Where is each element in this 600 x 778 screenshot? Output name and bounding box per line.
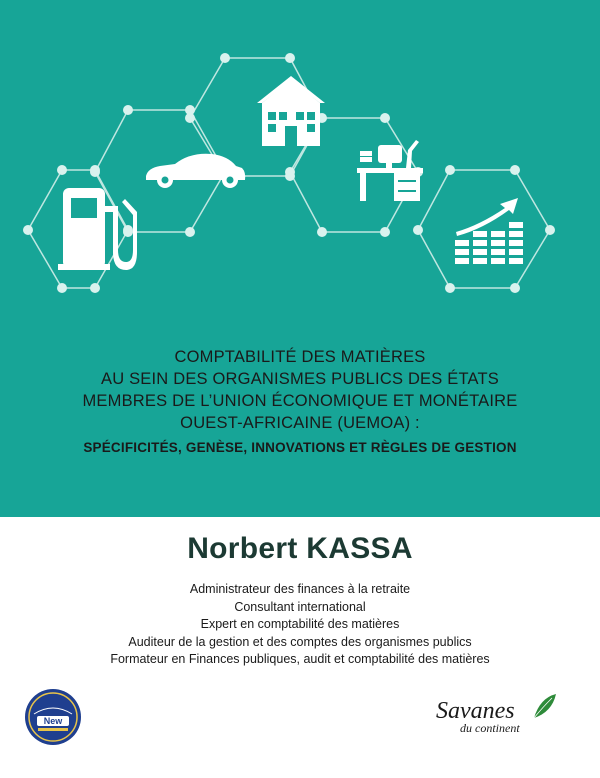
- publisher-logo: [430, 688, 560, 738]
- car-icon: [146, 154, 245, 188]
- title-line: MEMBRES DE L’UNION ÉCONOMIQUE ET MONÉTAIRE: [82, 392, 518, 410]
- house-icon: [257, 76, 325, 146]
- credential-line: Consultant international: [234, 599, 366, 614]
- credential-line: Formateur en Finances publiques, audit et comptabilité des matières: [110, 652, 490, 666]
- author-credentials: [0, 581, 600, 669]
- badge-label: New: [43, 716, 63, 726]
- book-title: [0, 346, 600, 459]
- publisher-name: Savanes: [436, 698, 515, 724]
- growth-chart-icon: [455, 198, 523, 264]
- book-subtitle: SPÉCIFICITÉS, GENÈSE, INNOVATIONS ET RÈGLES DE GESTION: [83, 440, 517, 455]
- credential-line: Auditeur de la gestion et des comptes des organismes publics: [128, 634, 472, 649]
- credential-line: Administrateur des finances à la retraite: [189, 582, 411, 596]
- title-line: AU SEIN DES ORGANISMES PUBLICS DES ÉTATS: [101, 370, 499, 388]
- series-badge-logo: [24, 688, 82, 746]
- title-line: COMPTABILITÉ DES MATIÈRES: [174, 348, 426, 366]
- hexagon-network: [0, 0, 600, 310]
- publisher-tagline: du continent: [460, 721, 520, 735]
- author-name: Norbert KASSA: [187, 532, 413, 565]
- credential-line: Expert en comptabilité des matières: [200, 617, 400, 631]
- title-line: OUEST-AFRICAINE (UEMOA) :: [180, 414, 420, 432]
- office-desk-icon: [357, 140, 423, 201]
